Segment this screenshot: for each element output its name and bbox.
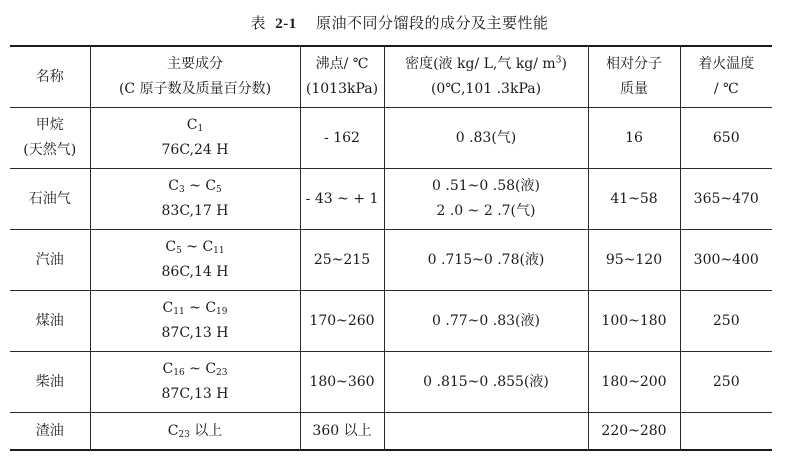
header-density: 密度(液 kg/ L,气 kg/ $m^3$) (0℃,101 .3kPa) bbox=[384, 46, 588, 108]
cell-ignition-temp: 365~470 bbox=[680, 169, 772, 230]
cell-density: 0 .51~0 .58(液) 2 .0 ~ 2 .7(气) bbox=[384, 169, 588, 230]
table-row bbox=[10, 230, 772, 291]
cell-name: 渣油 bbox=[10, 413, 90, 451]
table-row bbox=[10, 413, 772, 451]
cell-ignition-temp: 650 bbox=[680, 108, 772, 169]
cell-density: 0 .715~0 .78(液) bbox=[384, 230, 588, 291]
cell-molar-mass: 16 bbox=[588, 108, 680, 169]
cell-ignition-temp: 300~400 bbox=[680, 230, 772, 291]
table-row bbox=[10, 291, 772, 352]
cell-molar-mass: 41~58 bbox=[588, 169, 680, 230]
cell-boiling-point: 180~360 bbox=[300, 352, 384, 413]
header-name: 名称 bbox=[10, 46, 90, 108]
caption-prefix: 表 bbox=[250, 14, 266, 32]
cell-molar-mass: 95~120 bbox=[588, 230, 680, 291]
cell-name: 煤油 bbox=[10, 291, 90, 352]
table-row bbox=[10, 352, 772, 413]
cell-name: 甲烷 (天然气) bbox=[10, 108, 90, 169]
caption-number: 2-1 bbox=[275, 16, 297, 32]
header-ignition-temp: 着火温度 / ℃ bbox=[680, 46, 772, 108]
cell-molar-mass: 220~280 bbox=[588, 413, 680, 451]
header-row bbox=[10, 46, 772, 108]
caption-title: 原油不同分馏段的成分及主要性能 bbox=[316, 14, 549, 32]
cell-boiling-point: 360 以上 bbox=[300, 413, 384, 451]
table-caption bbox=[0, 12, 799, 33]
cell-composition: $C_{11}$ ~ $C_{19}$ 87C,13 H bbox=[90, 291, 300, 352]
header-boiling-point: 沸点/ ℃ (1013kPa) bbox=[300, 46, 384, 108]
table-row bbox=[10, 108, 772, 169]
cell-molar-mass: 180~200 bbox=[588, 352, 680, 413]
cell-density: 0 .77~0 .83(液) bbox=[384, 291, 588, 352]
table-body bbox=[10, 108, 772, 451]
cell-composition: $C_3$ ~ $C_5$ 83C,17 H bbox=[90, 169, 300, 230]
cell-molar-mass: 100~180 bbox=[588, 291, 680, 352]
cell-composition: $C_1$ 76C,24 H bbox=[90, 108, 300, 169]
header-composition: 主要成分 (C 原子数及质量百分数) bbox=[90, 46, 300, 108]
cell-name: 汽油 bbox=[10, 230, 90, 291]
cell-composition: $C_5$ ~ $C_{11}$ 86C,14 H bbox=[90, 230, 300, 291]
cell-density bbox=[384, 413, 588, 451]
cell-name: 石油气 bbox=[10, 169, 90, 230]
properties-table bbox=[10, 45, 772, 451]
cell-density: 0 .815~0 .855(液) bbox=[384, 352, 588, 413]
cell-ignition-temp: 250 bbox=[680, 291, 772, 352]
cell-boiling-point: 170~260 bbox=[300, 291, 384, 352]
table-row bbox=[10, 169, 772, 230]
cell-ignition-temp bbox=[680, 413, 772, 451]
cell-boiling-point: 25~215 bbox=[300, 230, 384, 291]
cell-density: 0 .83(气) bbox=[384, 108, 588, 169]
header-molar-mass: 相对分子 质量 bbox=[588, 46, 680, 108]
cell-ignition-temp: 250 bbox=[680, 352, 772, 413]
cell-name: 柴油 bbox=[10, 352, 90, 413]
cell-boiling-point: - 162 bbox=[300, 108, 384, 169]
cell-composition: $C_{23}$ 以上 bbox=[90, 413, 300, 451]
cell-boiling-point: - 43 ~ + 1 bbox=[300, 169, 384, 230]
cell-composition: $C_{16}$ ~ $C_{23}$ 87C,13 H bbox=[90, 352, 300, 413]
